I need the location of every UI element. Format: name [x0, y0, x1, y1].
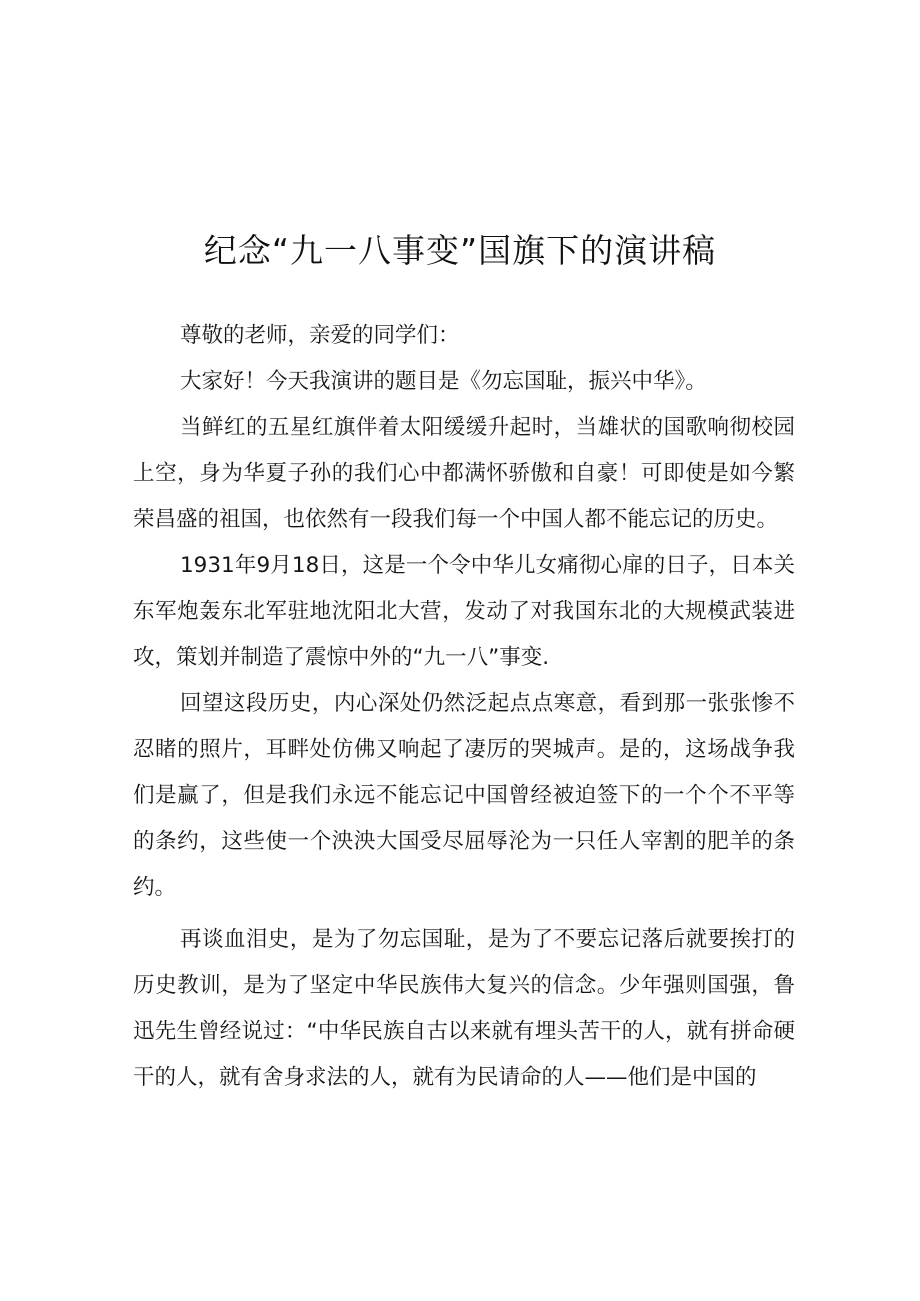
paragraph-greeting: 大家好！今天我演讲的题目是《勿忘国耻，振兴中华》。	[180, 369, 707, 394]
paragraph-history-date: 1931年9月18日，这是一个令中华儿女痛彻心扉的日子，日本关东军炮轰东北军驻地沈阳北大营，发动了对我国东北的大规模武装进攻，策划并制造了震惊中外的“九一八”事变.	[133, 553, 795, 670]
paragraph-reflection: 回望这段历史，内心深处仍然泛起点点寒意，看到那一张张惨不忍睹的照片，耳畔处仿佛又响起了凄厉的哭城声。是的，这场战争我们是赢了，但是我们永远不能忘记中国曾经被迫签下的一个个不平等的条约，这些使一个泱泱大国受尽屈辱沦为一只任人宰割的肥羊的条约。	[133, 691, 795, 900]
paragraph-lesson: 再谈血泪史，是为了勿忘国耻，是为了不要忘记落后就要挨打的历史教训，是为了坚定中华民族伟大复兴的信念。少年强则国强，鲁迅先生曾经说过：“中华民族自古以来就有埋头苦干的人，就有拼命硬干的人，就有舍身求法的人，就有为民请命的人——他们是中国的	[133, 927, 795, 1090]
document-title: 纪念“九一八事变”国旗下的演讲稿	[203, 231, 717, 270]
document-body	[133, 313, 795, 1101]
paragraph-flag-raising: 当鲜红的五星红旗伴着太阳缓缓升起时，当雄状的国歌响彻校园上空，身为华夏子孙的我们心中都满怀骄傲和自豪！可即使是如今繁荣昌盛的祖国，也依然有一段我们每一个中国人都不能忘记的历史。	[133, 415, 795, 532]
paragraph-salutation: 尊敬的老师，亲爱的同学们：	[180, 323, 460, 348]
